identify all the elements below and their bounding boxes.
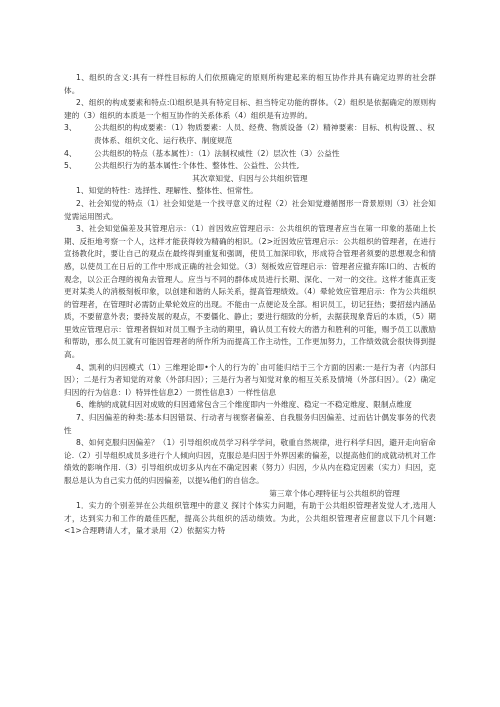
paragraph-weiner-attribution: 6、维纳的成就归因对成败的归因通常包含三个维度即内一外维度、稳定一不稳定维度、限制点维度	[76, 400, 412, 410]
list-text: 公共组织的特点（基本属性）：（1）法制权威性（2）层次性（3）公益性	[94, 148, 340, 158]
paragraph-kelley-model: 4、凯利的归因模式（1）三维理论即•个人的行为的`由可能归结于三个方面的因素:一是行为者（内部归因）；二是行为者知觉的对象（外部归因）；三是行为者与知觉对象的相互关系及情境（外部归因）。（2）确定归因的行为信息：I）特异性信息2）一贯性信息3）一样性信息	[64, 362, 436, 397]
document-body	[64, 72, 436, 538]
paragraph-overcome-bias: 8、如何克服归因偏差？（1）引导组织成员学习科学学问，敬重自然规律，进行科学归因，避开走向宿命论.（2）引导组织成员多进行个人倾向归因，克服总是归因于外界因素的偏差，以提高他们的成就动机对工作绩效的影响作用.（3）引导组织成切多从内在不确定因素（努力）归因，少从内在稳定因素（实力）归因，克服总是认为自己实力低的归因偏差，以提¼他们的自信念。	[64, 438, 436, 485]
paragraph-org-definition: 1、组织的含义:具有一样性目标的人们依照确定的原则所构建起来的相互协作并具有确定边界的社会群体。	[64, 73, 436, 95]
chapter-3-title: 第三章个体心理特征与公共组织的管理	[269, 488, 400, 498]
list-number: 5、	[64, 161, 77, 171]
paragraph-attribution-bias-types: 7、归因偏差的种类:基本归因错误、行动者与视察者偏差、自我服务归因偏差、过而估计偶发事务的代表性	[64, 413, 436, 435]
list-text: 公共组织的构成要素：（1）物质要素：人员、经费、物质设备（2）精神要素：目标、机构设置、、权责体系、组织文化、运行秩序、制度规范	[94, 123, 435, 145]
list-item-public-org-features	[64, 148, 436, 161]
paragraph-social-perception: 2、社会知觉的特点（1）社会知觉是一个找寻意义的过程（2）社会知觉遵循图形一背景原则（3）社会知觉需运用图式。	[64, 198, 436, 221]
paragraph-ability-differences: 1．实力的个别差异在公共组织管理中的意义 探讨个体实力问题，有助于公共组织管理者发觉人才,选用人才，达到实力和工作的最佳匹配，提高公共组织的活动绩效。为此，公共组织管理者应留意以下几个问题:<1>合理聘请人才，量才录用（2）依据实力特	[64, 501, 436, 536]
paragraph-perception-bias: 3、社会知觉偏差及其管理启示：（1）首因效应管理启示：公共组织的管理者应当在第一印象的基础上长期、反拒地考察一个人，这样才能获得较为精确的相识。（2>近因效应管理启示：公共组织的管理者，在进行宣扬教化时，要让自己的观点在最终得到重复和强调，使员工加深印软，形成符合管理者须要的思想观念和情感，以使员工在日后的工作中形成正确的社会知觉。（3）刻板效应管理启示：管理者应撤弃陈I口的、古板的观念，以公正合理的视角去管理人。应当与不同的群体成员进行长期、深化、一对一的交往。这样才能真正变更对某类人的消极刻板印象，以创建和谐的人际关系，提高管理绩效。（4）晕轮效应管理启示：作为公共组织的管理者，在管理时必需防止晕轮效应的出现。不能由一点便论及全部。相识员工，切记狂热；要招兹内涵品质，不要留意外表；要持发展的观点，不要僵化、静止；要进行细致的分析，去据获现象背后的本质，（5）期里效应管理启示：管理者假如对员工赐予主动的期里，确认员工有较大的潜力和胜利的可能，赐予员工以激励和帮助，那么员工就有可能因管理者的所作所为而提高工作主动性，工作更加努力，工作绩效就会很快得到提高。	[64, 224, 436, 360]
list-number: 4、	[64, 148, 77, 158]
paragraph-perception-traits: 1、知觉的特性：选择性、理解性、整体性、恒常性。	[76, 186, 258, 196]
chapter-2-title: 其次章知觉、归因与公共组织管理	[192, 173, 308, 183]
list-number: 3、	[64, 123, 77, 133]
paragraph-org-elements: 2、组织的构成要素和特点:⑴组织是具有特定目标、担当特定功能的群体。（2）组织是依据确定的原则构建的（3）组织的本质是一个相互协作的关系体系（4）组织是有边界的。	[64, 98, 436, 120]
list-item-public-org-behavior	[64, 160, 436, 173]
list-text: 公共组织行为的基本属性:个体性、整体性、公益性、公共性,	[94, 161, 300, 171]
list-item-public-org-elements	[64, 122, 436, 147]
